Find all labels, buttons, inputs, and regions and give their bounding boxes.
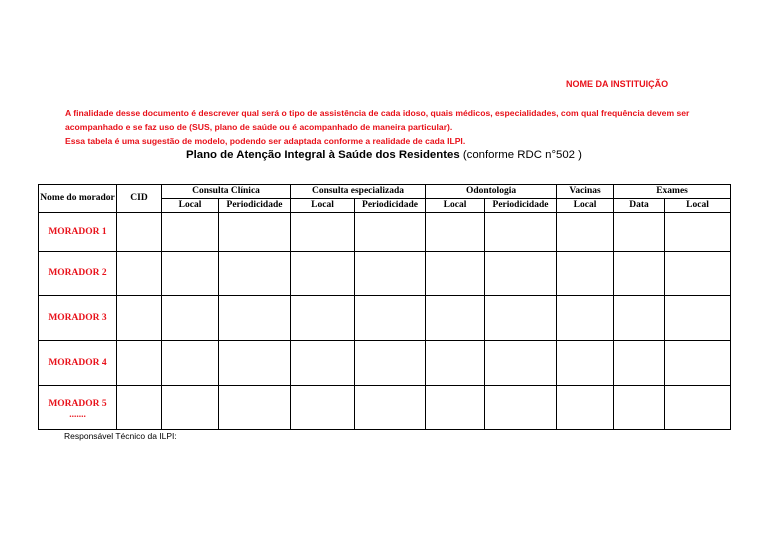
title-reference: (conforme RDC n°502 ) (459, 149, 582, 161)
table-cell (557, 296, 614, 341)
table-cell (291, 296, 355, 341)
table-cell (485, 341, 557, 386)
subheader-especializada-local: Local (291, 199, 355, 213)
header-exames: Exames (614, 185, 731, 199)
table-cell (426, 213, 485, 252)
table-cell (291, 213, 355, 252)
header-nome-morador: Nome do morador (39, 185, 117, 213)
table-cell (557, 213, 614, 252)
intro-line-2: acompanhado e se faz uso de (SUS, plano de saúde ou é acompanhado de maneira particular). (65, 122, 453, 132)
intro-line-1: A finalidade desse documento é descrever qual será o tipo de assistência de cada idoso, quais médicos, especialidades, com qual frequência devem ser (65, 108, 690, 118)
table-cell (426, 386, 485, 430)
intro-line-3: Essa tabela é uma sugestão de modelo, podendo ser adaptada conforme a realidade de cada ILPI. (65, 136, 466, 146)
table-cell (117, 252, 162, 296)
table-cell (614, 341, 665, 386)
table-cell (614, 252, 665, 296)
subheader-odontologia-periodicidade: Periodicidade (485, 199, 557, 213)
table-cell (355, 213, 426, 252)
table-cell (355, 341, 426, 386)
header-consulta-especializada: Consulta especializada (291, 185, 426, 199)
care-plan-table (38, 184, 731, 430)
header-odontologia: Odontologia (426, 185, 557, 199)
table-cell (426, 341, 485, 386)
table-cell (219, 386, 291, 430)
table-row (39, 341, 731, 386)
table-cell (614, 296, 665, 341)
subheader-especializada-periodicidade: Periodicidade (355, 199, 426, 213)
table-cell (219, 341, 291, 386)
table-cell (355, 296, 426, 341)
resident-name: MORADOR 1 (39, 213, 117, 252)
subheader-vacinas-local: Local (557, 199, 614, 213)
document-title (0, 149, 768, 161)
table-row (39, 386, 731, 430)
table-cell (614, 386, 665, 430)
resident-name: MORADOR 4 (39, 341, 117, 386)
table-cell (665, 213, 731, 252)
institution-name: NOME DA INSTITUIÇÃO (566, 79, 669, 89)
table-row (39, 296, 731, 341)
table-row (39, 213, 731, 252)
header-cid: CID (117, 185, 162, 213)
subheader-odontologia-local: Local (426, 199, 485, 213)
table-cell (485, 252, 557, 296)
table-cell (426, 296, 485, 341)
table-cell (291, 252, 355, 296)
table-cell (665, 252, 731, 296)
table-cell (219, 296, 291, 341)
table-cell (291, 341, 355, 386)
header-consulta-clinica: Consulta Clínica (162, 185, 291, 199)
subheader-clinica-local: Local (162, 199, 219, 213)
table-cell (355, 252, 426, 296)
resident-name: MORADOR 2 (39, 252, 117, 296)
title-main: Plano de Atenção Integral à Saúde dos Residentes (186, 149, 460, 161)
table-cell (162, 296, 219, 341)
table-cell (117, 386, 162, 430)
table-row (39, 252, 731, 296)
table-cell (162, 386, 219, 430)
table-cell (117, 341, 162, 386)
table-cell (162, 213, 219, 252)
table-cell (557, 252, 614, 296)
table-cell (426, 252, 485, 296)
table-cell (665, 386, 731, 430)
table-cell (162, 252, 219, 296)
subheader-exames-data: Data (614, 199, 665, 213)
table-cell (219, 252, 291, 296)
table-cell (557, 386, 614, 430)
resident-name: MORADOR 3 (39, 296, 117, 341)
subheader-exames-local: Local (665, 199, 731, 213)
table-cell (355, 386, 426, 430)
table-cell (291, 386, 355, 430)
table-cell (485, 296, 557, 341)
table-cell (665, 341, 731, 386)
responsible-technician-label: Responsável Técnico da ILPI: (64, 431, 177, 441)
table-cell (117, 296, 162, 341)
table-cell (162, 341, 219, 386)
table-cell (485, 386, 557, 430)
table-cell (665, 296, 731, 341)
table-cell (117, 213, 162, 252)
subheader-clinica-periodicidade: Periodicidade (219, 199, 291, 213)
table-cell (557, 341, 614, 386)
table-cell (219, 213, 291, 252)
intro-text (65, 106, 715, 148)
resident-name: MORADOR 5 ....... (39, 386, 117, 430)
table-cell (614, 213, 665, 252)
table-cell (485, 213, 557, 252)
header-vacinas: Vacinas (557, 185, 614, 199)
